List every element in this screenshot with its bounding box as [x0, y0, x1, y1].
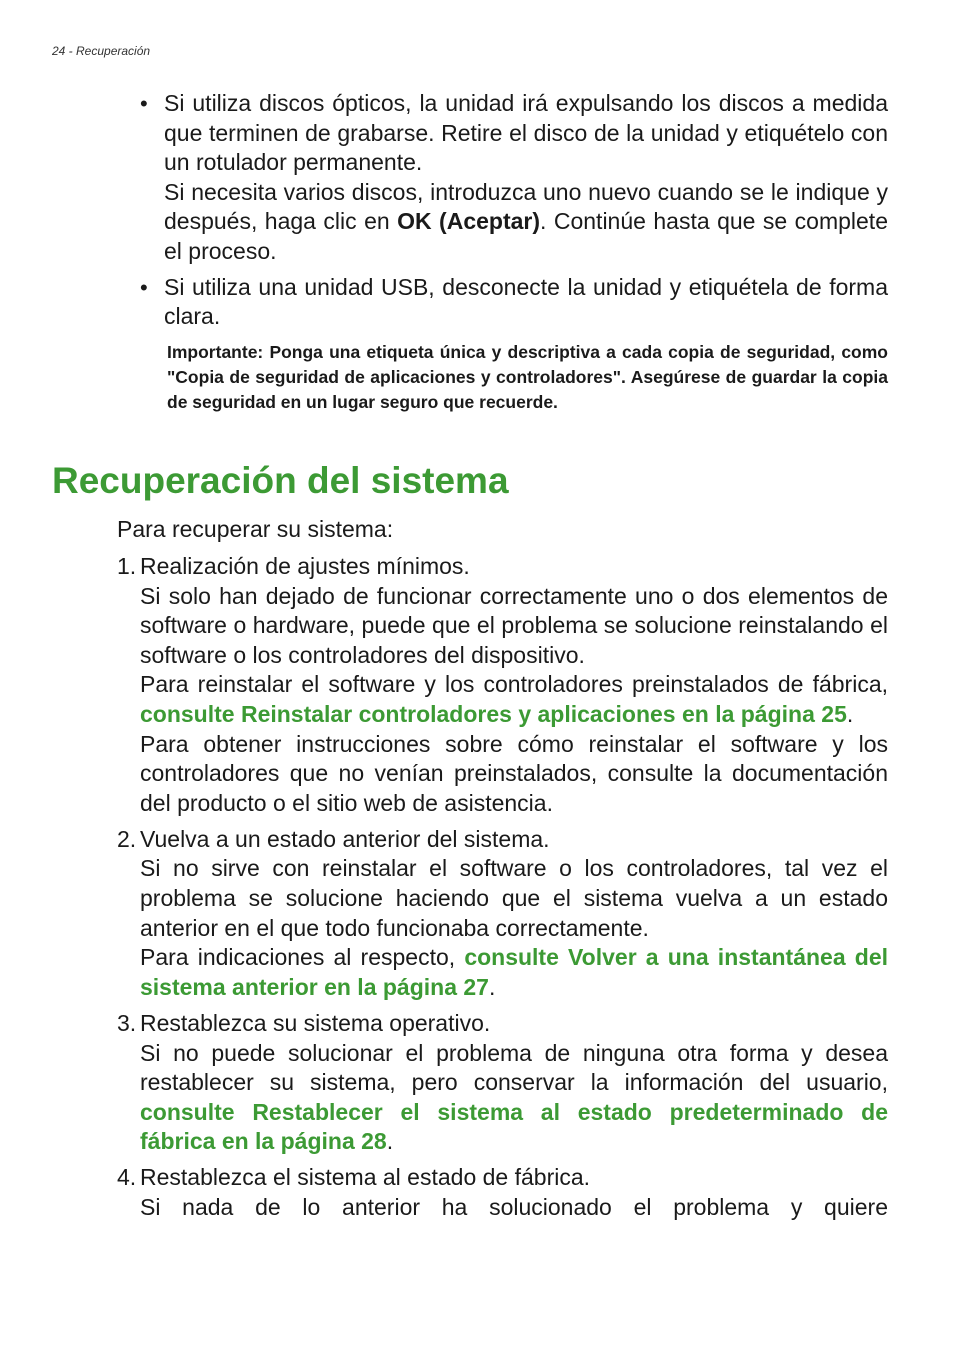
paragraph: Si utiliza discos ópticos, la unidad irá expulsando los discos a medida que terminen de grabarse. Retire el disco de la unidad y etiquételo con un rotulador permanente.: [164, 90, 888, 176]
text-run: .: [488, 973, 496, 1000]
factory-reset-link[interactable]: consulte Restablecer el sistema al estado predeterminado de fábrica en la página 28: [140, 1098, 888, 1155]
paragraph: Para obtener instrucciones sobre cómo reinstalar el software y los controladores que no venían preinstalados, consulte la documentación del producto o el sitio web de asistencia.: [140, 730, 888, 816]
list-item: [140, 89, 888, 267]
paragraph: Si nada de lo anterior ha solucionado el problema y quiere: [140, 1193, 888, 1220]
text-run: .: [386, 1128, 394, 1155]
ok-button-label: OK (Aceptar): [397, 208, 541, 235]
step-number: 1.: [117, 553, 137, 579]
bullet-list: [140, 89, 888, 338]
paragraph: [140, 1039, 888, 1157]
step-number: 3.: [117, 1009, 137, 1036]
text-run: Si necesita varios discos, introduzca uno nuevo cuando se le indique y después, haga clic en: [164, 178, 888, 235]
step-heading: Restablezca el sistema al estado de fábrica.: [140, 1164, 591, 1191]
important-note: Importante: Ponga una etiqueta única y descriptiva a cada copia de seguridad, como "Copia de seguridad de aplicaciones y controladores". Asegúrese de guardar la copia de seguridad en un lugar seguro que recuerde.: [167, 342, 888, 412]
paragraph: Si utiliza una unidad USB, desconecte la unidad y etiquétela de forma clara.: [164, 273, 888, 330]
section-intro: Para recuperar su sistema:: [117, 516, 394, 542]
paragraph: Si no sirve con reinstalar el software o los controladores, tal vez el problema se solucione haciendo que el sistema vuelva a un estado anterior en el que todo funcionaba correctamente.: [140, 855, 888, 941]
text-run: .: [846, 700, 854, 727]
text-run: . Continúe hasta que se complete el proceso.: [164, 208, 888, 264]
list-item: [117, 552, 888, 818]
page-header: 24 - Recuperación: [52, 44, 151, 58]
reinstall-drivers-link[interactable]: consulte Reinstalar controladores y aplicaciones en la página 25: [140, 700, 847, 727]
paragraph: [140, 670, 888, 729]
text-run: Para reinstalar el software y los controladores preinstalados de fábrica,: [140, 671, 888, 698]
bullet-marker: •: [140, 91, 148, 116]
paragraph: [140, 943, 888, 1002]
list-item: [117, 1163, 888, 1222]
system-snapshot-link[interactable]: consulte Volver a una instantánea del sistema anterior en la página 27: [140, 944, 889, 1000]
step-heading: Restablezca su sistema operativo.: [140, 1009, 491, 1036]
list-item: [117, 1009, 888, 1157]
paragraph: [164, 178, 888, 267]
list-item: [140, 273, 888, 332]
step-number: 2.: [117, 825, 137, 852]
steps-list: [117, 552, 888, 1229]
text-run: Si no puede solucionar el problema de ninguna otra forma y desea restablecer su sistema, pero conservar la información del usuario,: [140, 1039, 888, 1096]
section-title: Recuperación del sistema: [52, 460, 509, 501]
step-heading: Realización de ajustes mínimos.: [140, 553, 470, 579]
step-heading: Vuelva a un estado anterior del sistema.: [140, 825, 550, 852]
step-number: 4.: [117, 1164, 137, 1191]
paragraph: Si solo han dejado de funcionar correctamente uno o dos elementos de software o hardware, puede que el problema se solucione reinstalando el software o los controladores del dispositivo.: [140, 582, 888, 668]
text-run: Para indicaciones al respecto,: [140, 944, 465, 971]
bullet-marker: •: [140, 274, 148, 300]
list-item: [117, 825, 888, 1003]
